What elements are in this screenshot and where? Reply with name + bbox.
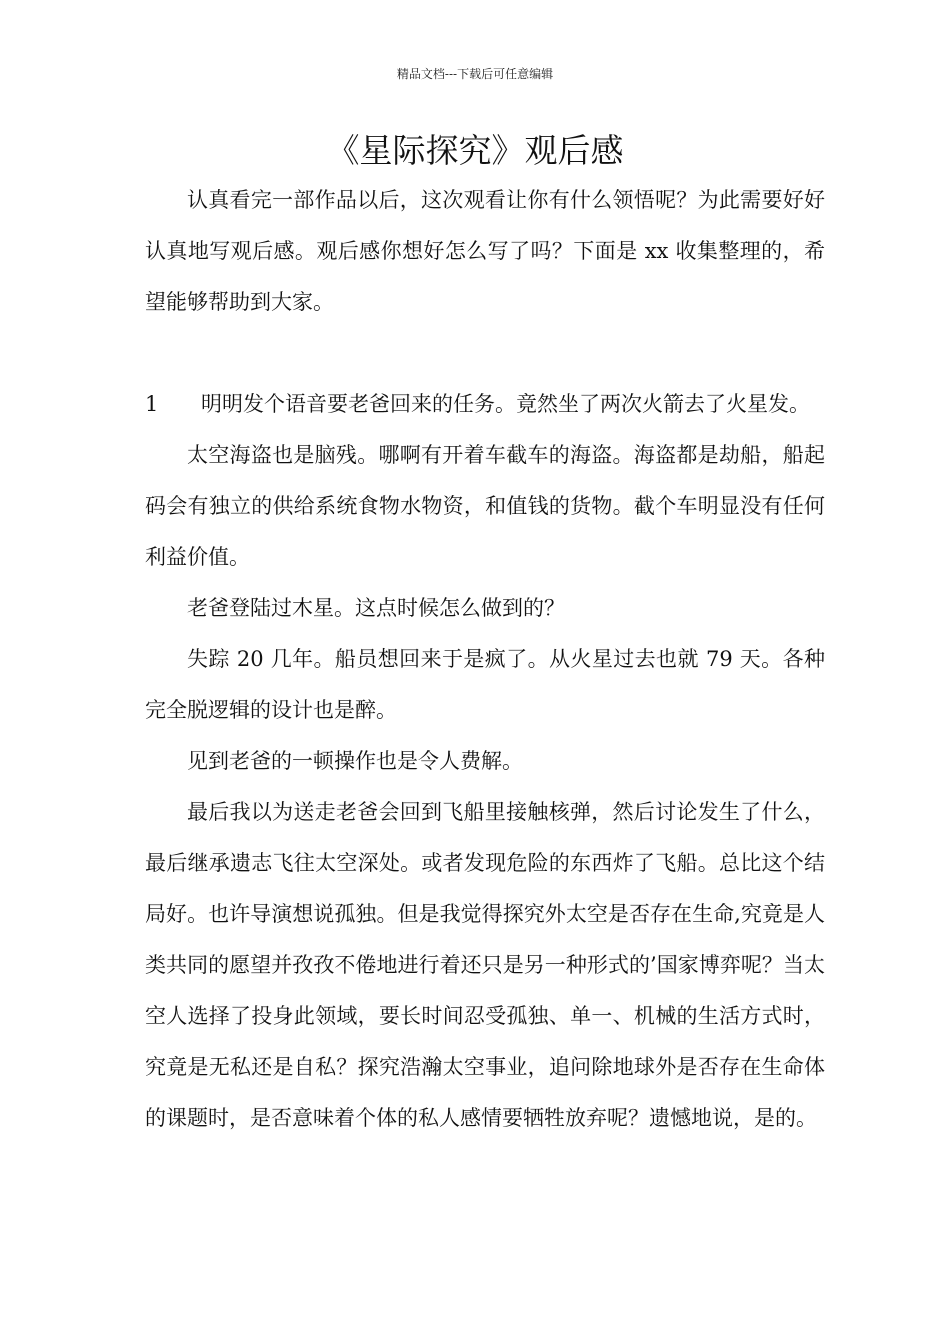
body-paragraph: 失踪 20 几年。船员想回来于是疯了。从火星过去也就 79 天。各种完全脱逻辑的设计也是醉。 — [145, 647, 825, 722]
paragraph-spacer — [145, 328, 825, 379]
body-paragraph: 太空海盗也是脑残。哪啊有开着车截车的海盗。海盗都是劫船，船起码会有独立的供给系统食物水物资，和值钱的货物。截个车明显没有任何利益价值。 — [145, 443, 825, 569]
document-body — [145, 175, 825, 1144]
intro-paragraph: 认真看完一部作品以后，这次观看让你有什么领悟呢？为此需要好好认真地写观后感。观后感你想好怎么写了吗？下面是 xx 收集整理的，希望能够帮助到大家。 — [145, 188, 825, 314]
numbered-paragraph-text: 明明发个语音要老爸回来的任务。竟然坐了两次火箭去了火星发。 — [201, 392, 810, 416]
document-title: 《星际探究》观后感 — [326, 131, 624, 170]
body-paragraph: 老爸登陆过木星。这点时候怎么做到的？ — [187, 596, 565, 620]
body-paragraph: 最后我以为送走老爸会回到飞船里接触核弹，然后讨论发生了什么，最后继承遗志飞往太空深处。或者发现危险的东西炸了飞船。总比这个结局好。也许导演想说孤独。但是我觉得探究外太空是否存在生命,究竟是人类共同的愿望并孜孜不倦地进行着还只是另一种形式的’国家博弈呢？当太空人选择了投身此领域，要长时间忍受孤独、单一、机械的生活方式时，究竟是无私还是自私？探究浩瀚太空事业，追问除地球外是否存在生命体的课题时，是否意味着个体的私人感情要牺牲放弃呢？遗憾地说，是的。 — [145, 800, 825, 1130]
page-header: 精品文档---下载后可任意编辑 — [396, 67, 554, 81]
section-number: 1 — [145, 392, 159, 416]
numbered-paragraph — [145, 379, 825, 430]
body-paragraph: 见到老爸的一顿操作也是令人费解。 — [187, 749, 523, 773]
